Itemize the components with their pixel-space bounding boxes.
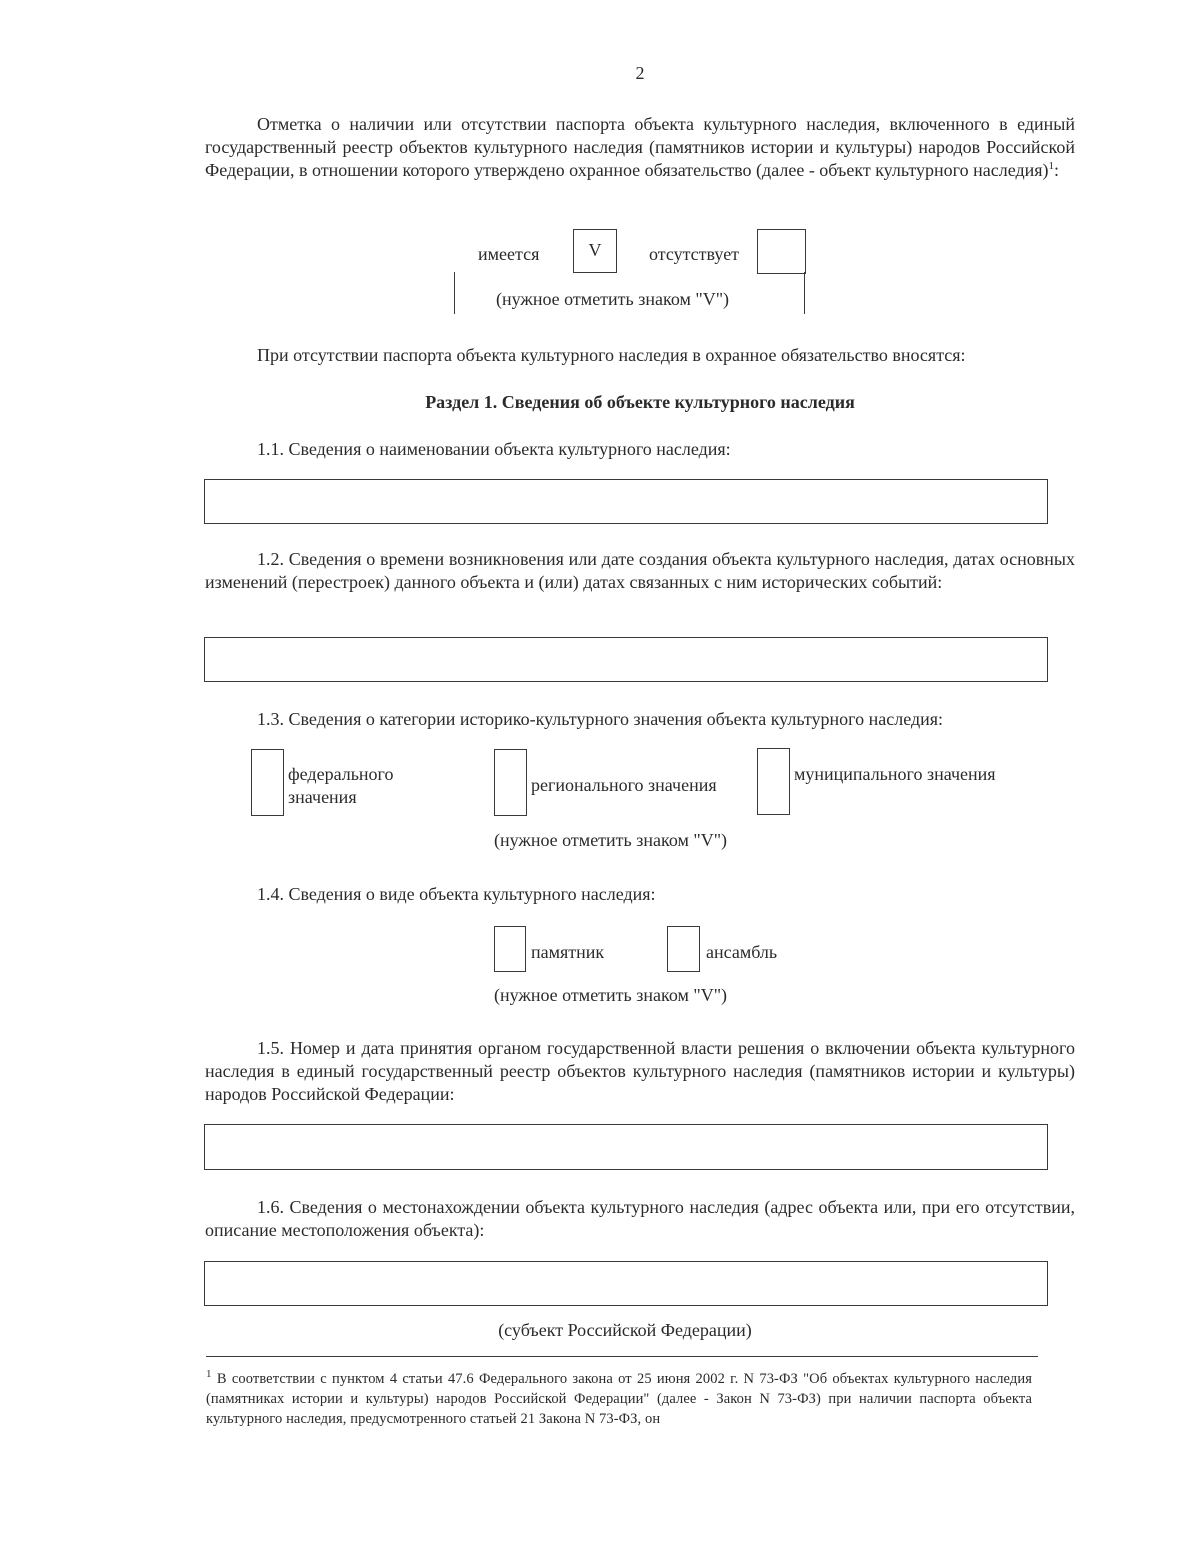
footnote-text: В соответствии с пунктом 4 статьи 47.6 Федерального закона от 25 июня 2002 г. N 73-ФЗ "Об объектах культурного наследия (памятниках истории и культуры) народов Российской Федерации" (далее - Закон N 73-ФЗ) при наличии паспорта объекта культурного наследия, предусмотренного статьей 21 Закона N 73-ФЗ, он (206, 1371, 1032, 1427)
item-1-1-label: 1.1. Сведения о наименовании объекта культурного наследия: (257, 439, 731, 459)
item-1-5-field[interactable] (204, 1124, 1048, 1170)
intro-paragraph (205, 113, 1075, 182)
type-ensemble-checkbox[interactable] (667, 926, 700, 972)
item-1-6-field[interactable] (204, 1261, 1048, 1306)
category-hint: (нужное отметить знаком "V") (494, 830, 728, 850)
item-1-4-label: 1.4. Сведения о виде объекта культурного наследия: (257, 884, 656, 904)
passport-absent-checkbox[interactable] (757, 229, 806, 274)
passport-absent-label: отсутствует (649, 244, 740, 264)
passport-present-label: имеется (478, 244, 540, 264)
intro-suffix: : (1054, 160, 1060, 180)
type-monument-label: памятник (531, 942, 605, 962)
page-number: 2 (635, 63, 645, 83)
category-municipal-label: муниципального значения (794, 764, 996, 784)
item-1-2-field[interactable] (204, 637, 1048, 682)
category-municipal-checkbox[interactable] (757, 748, 790, 815)
passport-present-checkbox[interactable]: V (573, 229, 617, 273)
item-1-6-label: 1.6. Сведения о местонахождении объекта культурного наследия (адрес объекта или, при его отсутствии, описание местоположения объекта): (205, 1197, 1075, 1240)
category-federal-label: федерального значения (288, 764, 394, 807)
category-federal-checkbox[interactable] (251, 749, 284, 816)
absence-note: При отсутствии паспорта объекта культурного наследия в охранное обязательство вносятся: (257, 345, 966, 365)
type-ensemble-label: ансамбль (706, 942, 778, 962)
footnote (206, 1369, 1032, 1429)
item-1-3-label: 1.3. Сведения о категории историко-культурного значения объекта культурного наследия: (257, 709, 944, 729)
type-hint: (нужное отметить знаком "V") (494, 985, 728, 1005)
intro-text: Отметка о наличии или отсутствии паспорта объекта культурного наследия, включенного в единый государственный реестр объектов культурного наследия (памятников истории и культуры) народов Российской Федерации, в отношении которого утверждено охранное обязательство (далее - объект культурного наследия) (205, 114, 1075, 180)
bracket-left-line (454, 272, 455, 314)
type-monument-checkbox[interactable] (494, 926, 526, 972)
item-1-2-label: 1.2. Сведения о времени возникновения или дате создания объекта культурного наследия, датах основных изменений (перестроек) данного объекта и (или) датах связанных с ним исторических событий: (205, 549, 1075, 592)
item-1-1-field[interactable] (204, 479, 1048, 524)
category-regional-label: регионального значения (531, 775, 717, 795)
item-1-6-caption: (субъект Российской Федерации) (498, 1320, 752, 1340)
bracket-right-line (804, 272, 805, 314)
section-title: Раздел 1. Сведения об объекте культурного наследия (425, 392, 855, 412)
footnote-ref: 1 (1048, 160, 1055, 172)
footnote-separator (206, 1356, 1038, 1357)
category-regional-checkbox[interactable] (494, 749, 527, 816)
item-1-5-label: 1.5. Номер и дата принятия органом государственной власти решения о включении объекта культурного наследия в единый государственный реестр объектов культурного наследия (памятников истории и культуры) народов Российской Федерации: (205, 1038, 1075, 1104)
passport-hint: (нужное отметить знаком "V") (496, 289, 730, 309)
footnote-mark: 1 (206, 1368, 212, 1381)
